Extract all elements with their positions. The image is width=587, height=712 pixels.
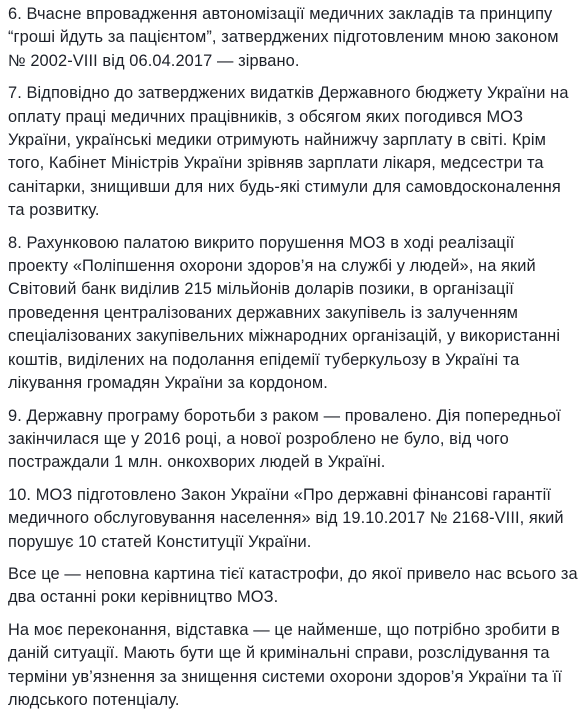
paragraph-summary: Все це — неповна картина тієї катастрофи, до якої привело нас всього за два останні роки керівництво МОЗ.: [8, 564, 578, 607]
paragraph-item-6: 6. Вчасне впровадження автономізації медичних закладів та принципу “гроші йдуть за пацієнтом”, затверджених підготовленим мною законом № 2002-VIII від 06.04.2017 — зірвано.: [8, 5, 559, 70]
paragraph-item-7: 7. Відповідно до затверджених видатків Державного бюджету України на оплату праці медичних працівників, з обсягом яких погодився МОЗ України, українські медики отримують найнижчу зарплату в світі. Крім того, Кабінет Міністрів України зрівняв зарплати лікаря, медсестри та санітарки, знищивши для них будь-які стимули для самовдосконалення та розвитку.: [8, 84, 569, 220]
paragraph-conclusion: На моє переконання, відставка — це найменше, що потрібно зробити в даній ситуації. Мають бути ще й кримінальні справи, розслідування та терміни ув’язнення за знищення системи охорони здоров’я України та її людського потенціалу.: [8, 620, 562, 709]
paragraph-item-10: 10. МОЗ підготовлено Закон України «Про державні фінансові гарантії медичного обслуговування населення» від 19.10.2017 № 2168-VIII, який порушує 10 статей Конституції України.: [8, 485, 564, 551]
paragraph-item-9: 9. Державну програму боротьби з раком — провалено. Дія попередньої закінчилася ще у 2016 році, а нової розроблено не було, від чого постраждали 1 млн. онкохворих людей в Україні.: [8, 406, 561, 472]
paragraph-item-8: 8. Рахунковою палатою викрито порушення МОЗ в ході реалізації проекту «Поліпшення охорони здоров’я на службі у людей», на який Світовий банк виділив 215 мільйонів доларів позики, в організації проведення централізованих державних закупівель із залученням спеціалізованих закупівельних міжнародних організацій, у використанні коштів, виділених на подолання епідемії туберкульозу в Україні та лікування громадян України за кордоном.: [8, 233, 561, 393]
